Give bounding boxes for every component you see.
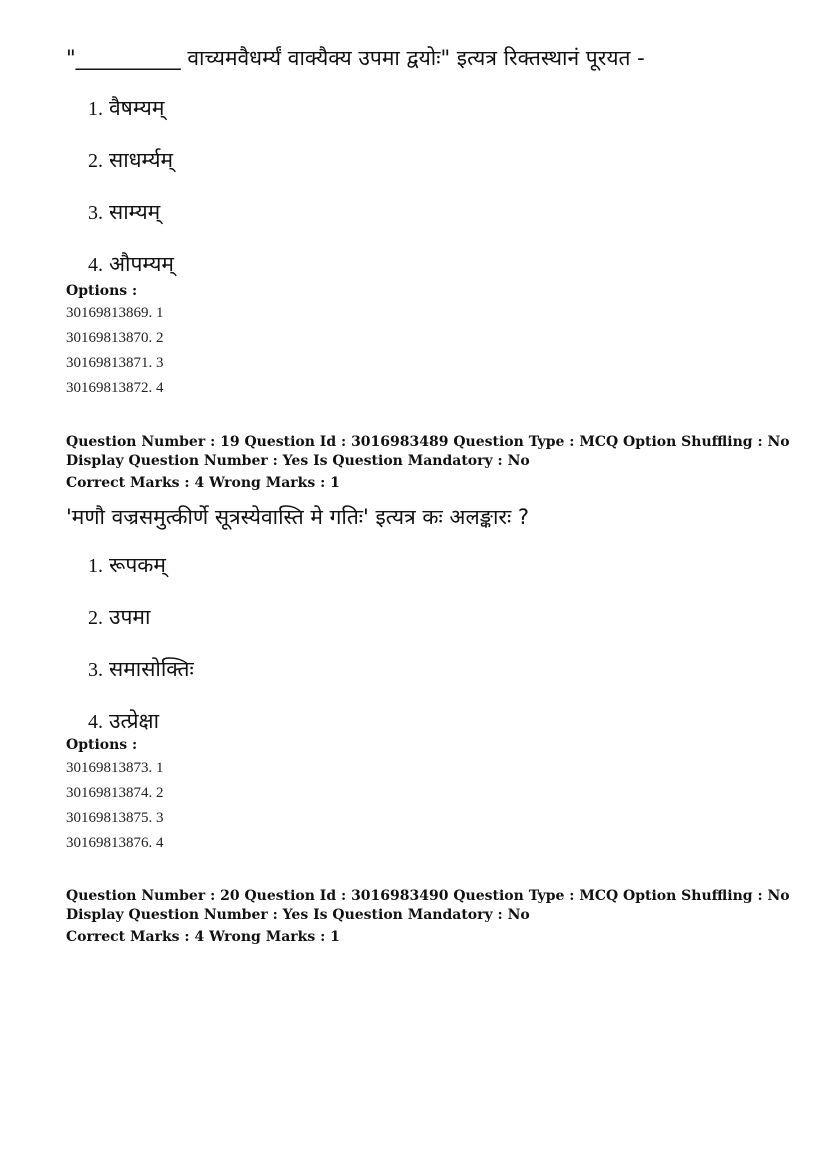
option-number: 3.: [88, 659, 103, 681]
q18-option-id-1: 30169813869. 1: [66, 305, 164, 321]
q19-meta-line1: Question Number : 19 Question Id : 3016983489 Question Type : MCQ Option Shuffling : No: [66, 434, 790, 450]
option-number: 4.: [88, 711, 103, 733]
q18-option-1: [88, 94, 164, 122]
option-number: 2.: [88, 607, 103, 629]
q20-marks: Correct Marks : 4 Wrong Marks : 1: [66, 929, 340, 945]
q19-option-1: [88, 551, 166, 579]
option-text: समासोक्तिः: [109, 657, 194, 681]
option-text: साम्यम्: [109, 200, 161, 224]
q18-option-id-4: 30169813872. 4: [66, 380, 164, 396]
option-number: 2.: [88, 150, 103, 172]
q18-option-4: [88, 250, 174, 278]
q18-option-2: [88, 146, 173, 174]
option-text: वैषम्यम्: [109, 96, 165, 120]
q18-option-3: [88, 198, 160, 226]
option-number: 1.: [88, 98, 103, 120]
option-text: औपम्यम्: [109, 252, 174, 276]
q19-marks: Correct Marks : 4 Wrong Marks : 1: [66, 475, 340, 491]
q19-option-id-3: 30169813875. 3: [66, 810, 164, 826]
question-19-text: 'मणौ वज्रसमुत्कीर्णे सूत्रस्येवास्ति मे गतिः' इत्यत्र कः अलङ्कारः ?: [66, 505, 530, 529]
option-number: 4.: [88, 254, 103, 276]
question-18-text: "__________ वाच्यमवैधर्म्यं वाक्यैक्य उपमा द्वयोः" इत्यत्र रिक्तस्थानं पूरयत -: [66, 46, 645, 70]
option-text: रूपकम्: [109, 553, 166, 577]
q18-option-id-3: 30169813871. 3: [66, 355, 164, 371]
q18-options-label: Options :: [66, 283, 138, 299]
q19-meta-line2: Display Question Number : Yes Is Question Mandatory : No: [66, 453, 530, 469]
q19-option-2: [88, 603, 150, 631]
q19-options-label: Options :: [66, 737, 138, 753]
q19-option-id-4: 30169813876. 4: [66, 835, 164, 851]
q19-option-3: [88, 655, 194, 683]
q18-option-id-2: 30169813870. 2: [66, 330, 164, 346]
option-number: 1.: [88, 555, 103, 577]
q19-option-4: [88, 707, 159, 735]
q19-option-id-2: 30169813874. 2: [66, 785, 164, 801]
option-text: उत्प्रेक्षा: [109, 709, 160, 733]
q20-meta-line2: Display Question Number : Yes Is Question Mandatory : No: [66, 907, 530, 923]
q19-option-id-1: 30169813873. 1: [66, 760, 164, 776]
option-number: 3.: [88, 202, 103, 224]
option-text: साधर्म्यम्: [109, 148, 174, 172]
option-text: उपमा: [109, 605, 151, 629]
q20-meta-line1: Question Number : 20 Question Id : 3016983490 Question Type : MCQ Option Shuffling : No: [66, 888, 790, 904]
